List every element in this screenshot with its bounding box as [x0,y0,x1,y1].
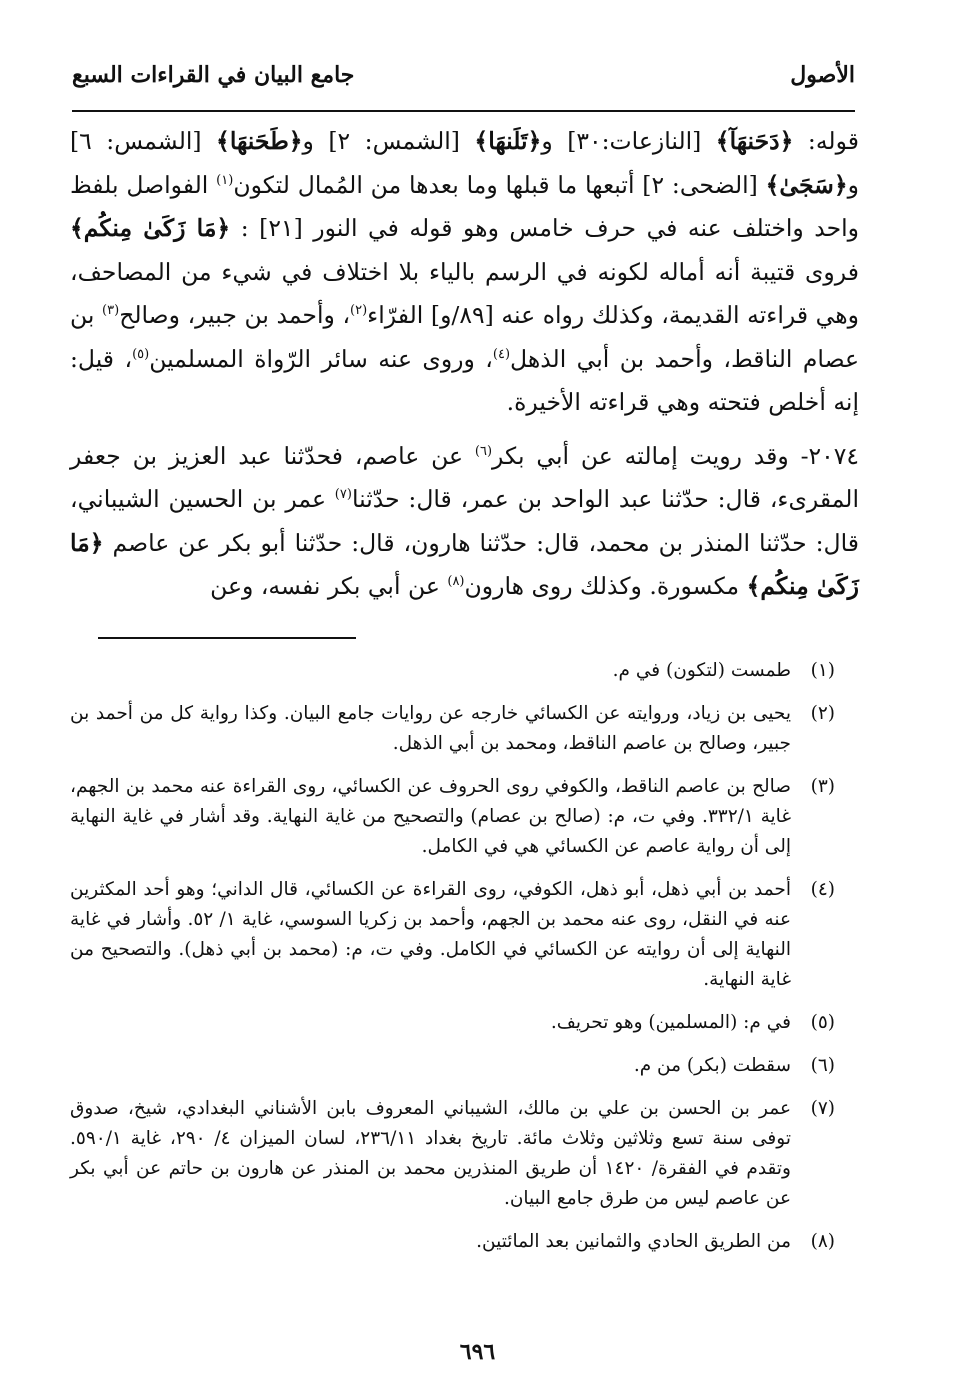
quran-quote: ﴿دَحَنهَآ﴾ [715,127,794,155]
footnote-ref: (٨) [447,574,465,590]
quran-quote: ﴿مَا زَكَىٰ مِنكُم﴾ [70,214,231,242]
text-run: عن أبي بكر نفسه، وعن [210,572,448,600]
text-run: ، وروى عنه سائر الرّواة المسلمين [149,344,493,373]
footnote-2 [70,699,835,759]
footnote-ref: (٢) [350,303,368,319]
footnote-number: (٨) [810,1231,835,1252]
text-run: [الشمس: ٢] و [302,127,475,155]
text-run: مكسورة. وكذلك روى هارون [464,572,747,600]
footnote-text: من الطريق الحادي والثمانين بعد المائتين. [476,1231,791,1252]
footnote-8 [70,1227,835,1257]
text-run: [الشمس: ٦] و [70,127,860,199]
footnote-ref: (١) [216,172,234,188]
running-header [72,62,855,110]
quran-quote: ﴿تَلَنهَا﴾ [474,127,542,155]
text-run: ٢٠٧٤- وقد رويت إمالته عن أبي بكر [492,441,860,470]
text-run: ، وأحمد بن جبير، وصالح [119,301,351,329]
footnote-ref: (٣) [102,303,120,319]
footnote-text: طمست (لتكون) في م. [612,660,791,681]
book-title: جامع البيان في القراءات السبع [72,62,355,88]
quran-quote: ﴿سَجَىٰ﴾ [765,170,848,199]
footnote-5 [70,1008,835,1038]
footnote-3 [70,772,835,862]
text-run: ، قيل: إنه أخلص فتحته وهي قراءته الأخيرة. [70,344,859,416]
footnotes [70,656,835,1270]
text-run: [الضحى: ٢] أتبعها ما قبلها وما بعدها من المُمال لتكون [233,170,766,199]
footnote-number: (٤) [810,879,835,900]
footnote-text: يحيى بن زياد، وروايته عن الكسائي خارجه عن روايات جامع البيان. وكذا رواية كل من أحمد بن جبير، وصالح بن عاصم الناقط، ومحمد بن أبي الذهل. [70,703,791,754]
footnote-number: (٣) [810,776,835,797]
footnote-text: عمر بن الحسن بن علي بن مالك، الشيباني المعروف بابن الأشناني البغدادي، شيخ، صدوق توفى سنة تسع وثلاثين وثلاث مائة. تاريخ بغداد ٢٣٦/١١، لسان الميزان ٤/ ٢٩٠، غاية ٥٩٠/١. وتقدم في الفقرة/ ١٤٢٠ أن طريق المنذرين محمد بن المنذر عن هارون بن حاتم عن أبي بكر عن عاصم ليس من طرق جامع البيان. [70,1098,791,1209]
footnote-ref: (٥) [132,346,150,362]
footnote-number: (٧) [810,1098,835,1119]
quran-quote: ﴿طَحَنهَا﴾ [216,127,303,155]
text-run: [النازعات:٣٠] و [541,127,716,155]
text-run: عن عاصم، فحدّثنا عبد العزيز بن جعفر المقرىء، قال: حدّثنا عبد الواحد بن عمر، قال: حدّثنا [70,441,859,513]
footnote-number: (٥) [810,1012,835,1033]
footnote-text: أحمد بن أبي ذهل، أبو ذهل، الكوفي، روى القراءة عن الكسائي، قال الداني؛ وهو أحد المكثرين عنه في النقل، روى عنه محمد بن الجهم، وأحمد بن زكريا السوسي، غاية ١/ ٥٢. وأشار في غاية النهاية إلى أن روايته عن الكسائي في الكامل. وفي ت، م: (محمد بن أبي ذهل). والتصحيح من غاية النهاية. [70,879,791,990]
footnote-number: (١) [810,660,835,681]
footnote-ref: (٦) [474,443,493,459]
footnote-4 [70,875,835,995]
footnote-separator [98,637,356,639]
footnote-6 [70,1051,835,1081]
main-text [70,120,859,609]
text-run: الفواصل بلفظ واحد واختلف عنه في حرف خامس وهو قوله في النور [٢١] : [70,170,859,242]
text-run: عمر بن الحسين الشيباني، قال: حدّثنا المنذر بن محمد، قال: حدّثنا هارون، قال: حدّثنا أبو بكر عن عاصم [70,485,859,557]
header-rule [72,110,855,112]
footnote-text: صالح بن عاصم الناقط، والكوفي روى الحروف عن الكسائي، روى القراءة عنه محمد بن الجهم، غاية ٣٣٢/١. وفي ت، م: (صالح بن عصام) والتصحيح من غاية النهاية. وقد أشار في غاية النهاية إلى أن رواية عاصم عن الكسائي هي في الكامل. [70,776,791,857]
quran-quote: ﴿مَا زَكَىٰ مِنكُم﴾ [70,528,859,600]
text-run: قوله: [793,127,859,155]
footnote-ref: (٧) [334,487,352,503]
text-run: فروى قتيبة أنه أماله لكونه في الرسم بالياء بلا اختلاف في شيء من المصاحف، وهي قراءته القديمة، وكذلك رواه عنه [٨٩/و] الفرّاء [70,257,859,329]
footnote-1 [70,656,835,686]
footnote-7 [70,1094,835,1214]
paragraph-1 [70,120,859,425]
text-run: بن عصام الناقط، وأحمد بن أبي الذهل [70,301,859,373]
footnote-text: في م: (المسلمين) وهو تحريف. [550,1012,791,1033]
footnote-ref: (٤) [492,346,511,362]
footnote-number: (٢) [810,703,835,724]
footnote-text: سقطت (بكر) من م. [633,1055,791,1076]
page-number: ٦٩٦ [459,1339,496,1365]
section-title: الأصول [790,62,855,88]
footnote-number: (٦) [810,1055,835,1076]
paragraph-2074 [70,435,859,609]
